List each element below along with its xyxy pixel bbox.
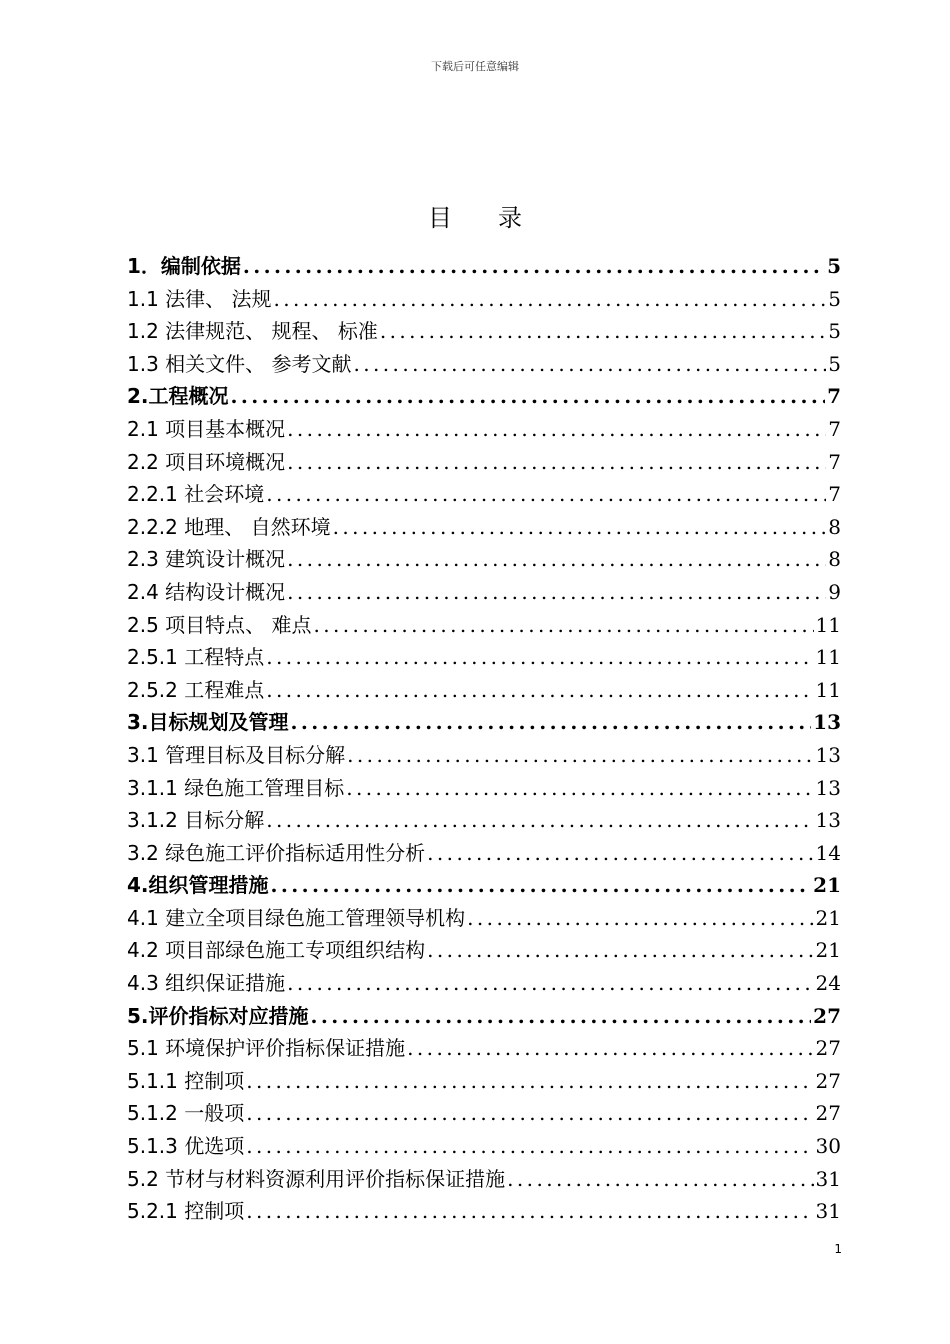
- toc-entry-page: 13: [815, 742, 841, 767]
- toc-entry-label: 3.1.1 绿色施工管理目标: [127, 775, 345, 800]
- toc-entry-page: 5: [828, 351, 841, 376]
- toc-dot-leader: [246, 1195, 813, 1228]
- toc-entry-label: 3.1.2 目标分解: [127, 808, 265, 833]
- toc-dot-leader: [333, 511, 827, 544]
- toc-entry-page: 5: [827, 254, 841, 278]
- toc-dot-leader: [246, 1065, 813, 1098]
- toc-dot-leader: [287, 967, 813, 1000]
- toc-entry-page: 11: [815, 677, 841, 702]
- toc-entry-page: 31: [815, 1166, 841, 1191]
- header-note: 下载后可任意编辑: [431, 60, 519, 73]
- toc-entry-page: 11: [815, 612, 841, 637]
- toc-entry[interactable]: [127, 478, 841, 511]
- toc-dot-leader: [507, 1163, 813, 1196]
- toc-entry-label: 1．编制依据: [127, 254, 241, 278]
- toc-entry-page: 14: [815, 840, 841, 865]
- toc-dot-leader: [287, 543, 826, 576]
- toc-dot-leader: [291, 706, 812, 739]
- toc-entry-page: 30: [815, 1134, 841, 1159]
- page-number: 1: [834, 1242, 842, 1256]
- toc-entry-label: 1.3 相关文件、 参考文献: [127, 351, 352, 376]
- toc-entry-page: 13: [815, 775, 841, 800]
- toc-dot-leader: [311, 1000, 812, 1033]
- toc-dot-leader: [287, 413, 826, 446]
- toc-title: 目录: [428, 204, 568, 233]
- toc-entry-label: 4.2 项目部绿色施工专项组织结构: [127, 938, 426, 963]
- toc-entry-label: 5.1.2 一般项: [127, 1101, 245, 1126]
- toc-dot-leader: [314, 609, 814, 642]
- toc-entry-label: 2.3 建筑设计概况: [127, 547, 286, 572]
- toc-entry[interactable]: [127, 1195, 841, 1228]
- toc-entry-page: 9: [828, 579, 841, 604]
- toc-entry[interactable]: [127, 315, 841, 348]
- toc-entry-page: 21: [813, 873, 841, 898]
- toc-entry[interactable]: [127, 641, 841, 674]
- toc-entry-label: 2.2.2 地理、 自然环境: [127, 514, 331, 539]
- toc-dot-leader: [246, 1130, 813, 1163]
- toc-entry-page: 13: [815, 808, 841, 833]
- toc-entry-label: 2.2.1 社会环境: [127, 482, 265, 507]
- toc-entry-page: 8: [828, 514, 841, 539]
- toc-entry[interactable]: [127, 739, 841, 772]
- toc-entry-label: 1.1 法律、 法规: [127, 286, 272, 311]
- toc-dot-leader: [380, 315, 826, 348]
- toc-entry[interactable]: [127, 283, 841, 316]
- toc-entry-label: 3.2 绿色施工评价指标适用性分析: [127, 840, 426, 865]
- toc-entry-label: 5.1 环境保护评价指标保证措施: [127, 1036, 406, 1061]
- toc-dot-leader: [407, 1032, 813, 1065]
- toc-dot-leader: [346, 772, 813, 805]
- toc-entry[interactable]: [127, 1065, 841, 1098]
- toc-entry[interactable]: [127, 934, 841, 967]
- toc-entry[interactable]: [127, 1000, 841, 1033]
- toc-dot-leader: [274, 283, 827, 316]
- toc-entry-label: 3.目标规划及管理: [127, 710, 289, 735]
- toc-dot-leader: [266, 804, 813, 837]
- toc-entry-page: 21: [815, 905, 841, 930]
- toc-dot-leader: [271, 869, 812, 902]
- toc-entry[interactable]: [127, 902, 841, 935]
- toc-entry-page: 27: [815, 1068, 841, 1093]
- toc-dot-leader: [243, 250, 825, 283]
- toc-entry-label: 1.2 法律规范、 规程、 标准: [127, 319, 378, 344]
- toc-entry-page: 27: [813, 1003, 841, 1028]
- toc-dot-leader: [354, 348, 827, 381]
- toc-entry[interactable]: [127, 446, 841, 479]
- toc-entry-page: 7: [828, 449, 841, 474]
- toc-entry[interactable]: [127, 511, 841, 544]
- toc-entry[interactable]: [127, 804, 841, 837]
- toc-entry[interactable]: [127, 348, 841, 381]
- toc-entry-page: 27: [815, 1101, 841, 1126]
- toc-entry-label: 4.1 建立全项目绿色施工管理领导机构: [127, 905, 466, 930]
- toc-entry-page: 7: [828, 416, 841, 441]
- toc-dot-leader: [347, 739, 813, 772]
- toc-entry-label: 4.3 组织保证措施: [127, 971, 286, 996]
- toc-entry[interactable]: [127, 967, 841, 1000]
- toc-entry-page: 11: [815, 645, 841, 670]
- toc-entry-page: 7: [828, 482, 841, 507]
- toc-entry[interactable]: [127, 837, 841, 870]
- toc-entry[interactable]: [127, 543, 841, 576]
- toc-entry-label: 2.2 项目环境概况: [127, 449, 286, 474]
- toc-entry-label: 5.2 节材与材料资源利用评价指标保证措施: [127, 1166, 506, 1191]
- toc-entry-label: 2.4 结构设计概况: [127, 579, 286, 604]
- toc-dot-leader: [266, 674, 813, 707]
- toc-entry-label: 2.5 项目特点、 难点: [127, 612, 312, 637]
- toc-entry-page: 8: [828, 547, 841, 572]
- toc-entry-label: 5.评价指标对应措施: [127, 1003, 309, 1028]
- toc-entry-page: 7: [827, 384, 841, 409]
- table-of-contents: [127, 250, 841, 1228]
- toc-entry[interactable]: [127, 609, 841, 642]
- toc-entry[interactable]: [127, 1130, 841, 1163]
- toc-dot-leader: [427, 934, 813, 967]
- toc-entry-page: 13: [813, 710, 841, 735]
- toc-dot-leader: [266, 478, 826, 511]
- toc-entry[interactable]: [127, 674, 841, 707]
- toc-entry[interactable]: [127, 250, 841, 283]
- toc-entry-label: 2.5.1 工程特点: [127, 645, 265, 670]
- toc-entry-label: 5.2.1 控制项: [127, 1199, 245, 1224]
- toc-entry-page: 31: [815, 1199, 841, 1224]
- toc-entry[interactable]: [127, 1097, 841, 1130]
- toc-entry[interactable]: [127, 380, 841, 413]
- toc-entry[interactable]: [127, 772, 841, 805]
- toc-dot-leader: [427, 837, 813, 870]
- toc-entry[interactable]: [127, 1163, 841, 1196]
- toc-entry-page: 24: [815, 971, 841, 996]
- toc-entry[interactable]: [127, 576, 841, 609]
- toc-entry-label: 5.1.1 控制项: [127, 1068, 245, 1093]
- toc-dot-leader: [287, 446, 826, 479]
- toc-entry-label: 2.1 项目基本概况: [127, 416, 286, 441]
- toc-dot-leader: [231, 380, 826, 413]
- toc-entry[interactable]: [127, 706, 841, 739]
- toc-entry-page: 21: [815, 938, 841, 963]
- toc-entry[interactable]: [127, 869, 841, 902]
- toc-dot-leader: [266, 641, 813, 674]
- toc-entry-label: 2.5.2 工程难点: [127, 677, 265, 702]
- toc-dot-leader: [467, 902, 813, 935]
- toc-dot-leader: [246, 1097, 813, 1130]
- toc-entry-page: 5: [828, 319, 841, 344]
- toc-entry-label: 4.组织管理措施: [127, 873, 269, 898]
- toc-entry-label: 2.工程概况: [127, 384, 229, 409]
- toc-entry-label: 5.1.3 优选项: [127, 1134, 245, 1159]
- toc-entry[interactable]: [127, 1032, 841, 1065]
- toc-entry-page: 5: [828, 286, 841, 311]
- toc-entry[interactable]: [127, 413, 841, 446]
- toc-dot-leader: [287, 576, 826, 609]
- toc-entry-label: 3.1 管理目标及目标分解: [127, 742, 346, 767]
- toc-entry-page: 27: [815, 1036, 841, 1061]
